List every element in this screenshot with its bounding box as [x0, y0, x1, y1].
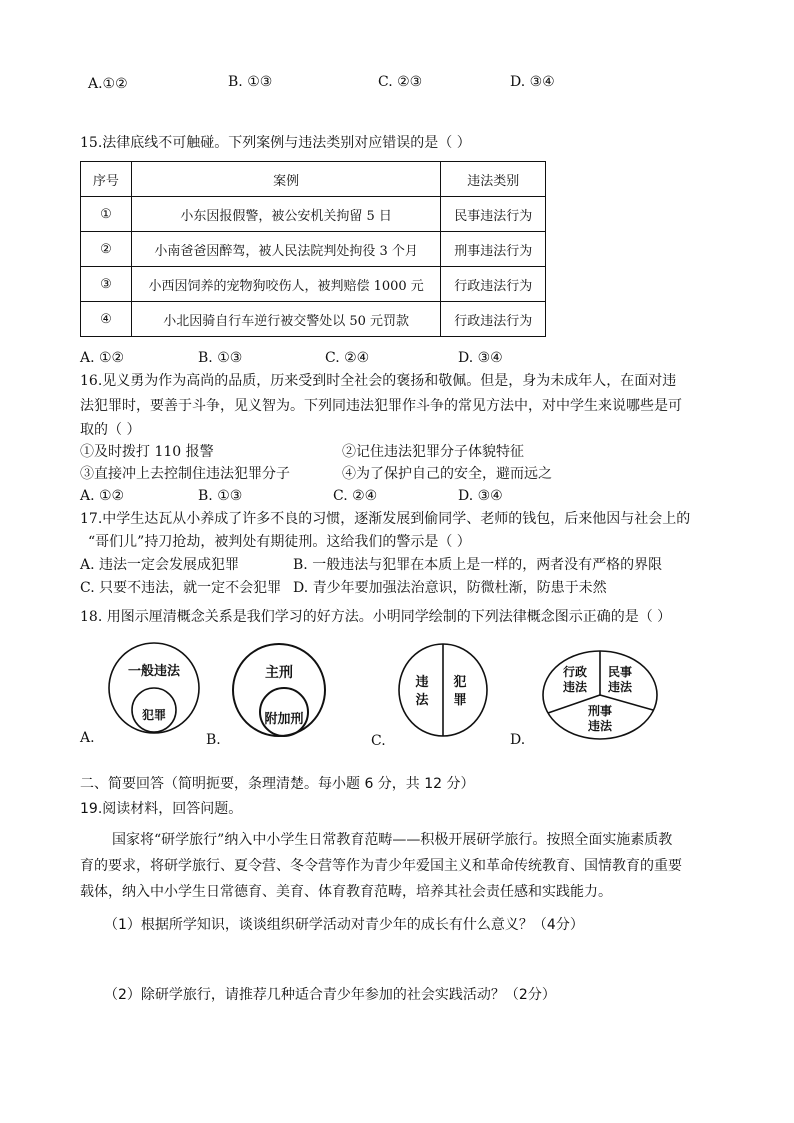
diagram-a-inner-label: 犯罪 — [141, 708, 167, 722]
diagram-c-left-char-1: 违 — [415, 675, 429, 690]
q14-option-a: A.①② — [88, 76, 128, 92]
diagram-d-sector3-line2: 违法 — [587, 719, 613, 733]
q15-option-a: A. ①② — [80, 350, 125, 366]
q19-material-line3: 载体，纳入中小学生日常德育、美育、体育教育范畴，培养其社会责任感和实践能力。 — [80, 884, 612, 900]
q17-option-a: A. 违法一定会发展成犯罪 — [80, 557, 240, 573]
q14-option-c: C. ②③ — [378, 74, 423, 90]
q15-option-d: D. ③④ — [458, 350, 503, 366]
table-cell: 民事违法行为 — [441, 197, 546, 232]
q17-option-c: C. 只要不违法，就一定不会犯罪 — [80, 580, 282, 596]
q17-option-d: D. 青少年要加强法治意识，防微杜渐，防患于未然 — [293, 580, 607, 596]
q19-material-line2: 育的要求，将研学旅行、夏令营、冬令营等作为青少年爱国主义和革命传统教育、国情教育的重要 — [80, 858, 682, 874]
diagram-a — [106, 640, 202, 736]
diagram-d-sector1-line1: 行政 — [562, 665, 588, 679]
q16-option-c: C. ②④ — [333, 488, 378, 504]
q19-sub-question-2: （2）除研学旅行，请推荐几种适合青少年参加的社会实践活动？（2分） — [104, 987, 556, 1003]
q19-sub-question-1: （1）根据所学知识，谈谈组织研学活动对青少年的成长有什么意义？（4分） — [104, 917, 584, 933]
q14-option-b: B. ①③ — [228, 74, 273, 90]
diagram-c-right-char-2: 罪 — [453, 693, 467, 708]
q19-material-line1: 国家将“研学旅行”纳入中小学生日常教育范畴——积极开展研学旅行。按照全面实施素质教 — [112, 832, 673, 848]
table-header-cell: 违法类别 — [441, 162, 546, 197]
table-row — [81, 197, 546, 232]
diagram-b-outer-label: 主刑 — [265, 665, 293, 681]
table-cell: 行政违法行为 — [441, 267, 546, 302]
table-row — [81, 232, 546, 267]
diagram-d-sector2-line1: 民事 — [607, 665, 633, 679]
q18-option-a: A. — [80, 730, 95, 746]
diagram-d-sector2-line2: 违法 — [607, 680, 633, 694]
q16-item-4: ④为了保护自己的安全，避而远之 — [342, 466, 552, 482]
q19-title: 19.阅读材料，回答问题。 — [80, 801, 243, 817]
diagram-b-inner-label: 附加刑 — [264, 712, 304, 727]
table-cell: 刑事违法行为 — [441, 232, 546, 267]
table-row — [81, 267, 546, 302]
table-cell: ① — [81, 197, 132, 232]
q16-stem-line1: 16.见义勇为作为高尚的品质，历来受到时全社会的褒扬和敬佩。但是，身为未成年人，在面对违 — [80, 373, 677, 389]
table-cell: ④ — [81, 302, 132, 337]
q18-option-d: D. — [510, 732, 526, 748]
table-cell: ③ — [81, 267, 132, 302]
q16-option-b: B. ①③ — [198, 488, 243, 504]
q18-option-c: C. — [371, 733, 386, 749]
diagram-c — [396, 641, 490, 739]
diagram-a-outer-label: 一般违法 — [127, 664, 181, 679]
q16-item-3: ③直接冲上去控制住违法犯罪分子 — [80, 466, 290, 482]
table-cell: 小西因饲养的宠物狗咬伤人，被判赔偿 1000 元 — [131, 267, 441, 302]
q17-option-b: B. 一般违法与犯罪在本质上是一样的，两者没有严格的界限 — [293, 557, 663, 573]
q17-stem-line2: “哥们儿”持刀抢劫，被判处有期徒刑。这给我们的警示是（ ） — [88, 534, 471, 550]
diagram-d-sector3-line1: 刑事 — [587, 704, 613, 718]
table-cell: 行政违法行为 — [441, 302, 546, 337]
table-row — [81, 302, 546, 337]
q17-stem-line1: 17.中学生达瓦从小养成了许多不良的习惯，逐渐发展到偷同学、老师的钱包，后来他因与社会上的 — [80, 511, 691, 527]
q15-stem: 15.法律底线不可触碰。下列案例与违法类别对应错误的是（ ） — [80, 135, 471, 151]
diagram-d — [540, 648, 660, 742]
q16-item-1: ①及时拨打 110 报警 — [80, 444, 214, 460]
q15-option-c: C. ②④ — [325, 350, 370, 366]
q16-stem-line3: 取的（ ） — [80, 422, 141, 438]
q15-option-b: B. ①③ — [198, 350, 243, 366]
q14-option-d: D. ③④ — [510, 74, 555, 90]
q16-item-2: ②记住违法犯罪分子体貌特征 — [342, 444, 524, 460]
table-header-row — [81, 162, 546, 197]
q16-stem-line2: 法犯罪时，要善于斗争，见义智为。下列同违法犯罪作斗争的常见方法中，对中学生来说哪些是可 — [80, 398, 682, 414]
table-header-cell: 案例 — [131, 162, 441, 197]
q16-option-d: D. ③④ — [458, 488, 503, 504]
diagram-d-sector1-line2: 违法 — [562, 680, 588, 694]
diagram-c-right-char-1: 犯 — [453, 675, 467, 690]
q18-option-b: B. — [206, 732, 221, 748]
q15-case-table — [80, 161, 546, 337]
diagram-b — [230, 641, 328, 739]
q16-option-a: A. ①② — [80, 488, 125, 504]
table-cell: 小南爸爸因醉驾，被人民法院判处拘役 3 个月 — [131, 232, 441, 267]
table-cell: 小北因骑自行车逆行被交警处以 50 元罚款 — [131, 302, 441, 337]
section-2-title: 二、简要回答（简明扼要，条理清楚。每小题 6 分，共 12 分） — [80, 776, 475, 792]
table-cell: 小东因报假警，被公安机关拘留 5 日 — [131, 197, 441, 232]
diagram-c-left-char-2: 法 — [415, 693, 429, 708]
table-cell: ② — [81, 232, 132, 267]
q18-stem: 18. 用图示厘清概念关系是我们学习的好方法。小明同学绘制的下列法律概念图示正确的是（ ） — [80, 609, 672, 625]
table-header-cell: 序号 — [81, 162, 132, 197]
